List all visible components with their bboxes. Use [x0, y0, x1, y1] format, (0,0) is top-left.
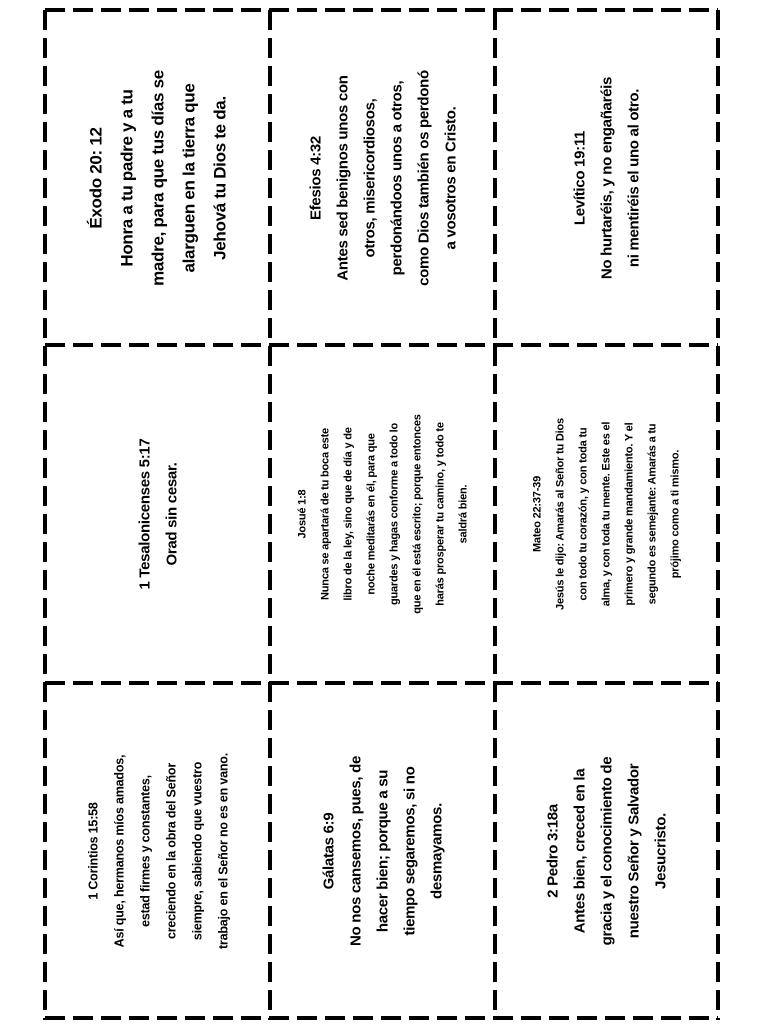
verse-reference: Éxodo 20: 12 — [86, 126, 105, 229]
verse-text-line: siempre, sabiendo que vuestro — [189, 761, 204, 940]
verse-text-line: Jesucristo. — [652, 812, 669, 889]
verse-text-line: primero y grande mandamiento. Y el — [623, 422, 635, 606]
verse-text-line: No nos cansemos, pues, de — [347, 755, 364, 946]
verse-text-line: hacer bien; porque a su — [374, 769, 391, 932]
verse-card-sheet — [45, 10, 718, 1020]
verse-text-line: alarguen en la tierra que — [179, 83, 198, 273]
verse-text-line: Jehová tu Dios te da. — [210, 95, 229, 260]
verse-text-line: creciendo en la obra del Señor — [163, 762, 178, 939]
verse-text-line: perdonándoos unos a otros, — [387, 80, 405, 275]
verse-card — [45, 345, 270, 683]
verse-text-line: desmayamos. — [428, 802, 445, 899]
verse-text-line: que en él está escrito; porque entonces — [410, 414, 423, 614]
verse-card — [45, 10, 270, 345]
verse-card — [270, 345, 495, 683]
verse-card-content — [280, 355, 485, 673]
verse-text-line: Nunca se apartará de tu boca este — [318, 428, 331, 600]
verse-reference: Gálatas 6:9 — [320, 812, 337, 889]
verse-card-content — [280, 20, 485, 335]
verse-text-line: gracia y el conocimiento de — [598, 756, 615, 945]
verse-card-content — [505, 355, 708, 673]
verse-text-line: con todo tu corazón, y con toda tu — [577, 427, 589, 601]
verse-reference: Mateo 22:37-39 — [531, 475, 543, 553]
verse-card — [495, 10, 718, 345]
verse-text-line: como Dios también os perdonó — [414, 69, 432, 286]
verse-card — [270, 10, 495, 345]
verse-text-line: ni mentiréis el uno al otro. — [625, 88, 642, 267]
verse-text-line: Así que, hermanos míos amados, — [111, 754, 126, 947]
verse-reference: 1 Corintios 15:58 — [85, 801, 100, 900]
verse-card-content — [55, 693, 260, 1008]
verse-card-content — [505, 693, 708, 1008]
verse-reference: Josué 1:8 — [295, 489, 308, 539]
verse-card — [495, 345, 718, 683]
verse-text-line: segundo es semejante: Amarás a tu — [646, 423, 658, 605]
verse-text-line: noche meditarás en él, para que — [364, 433, 377, 595]
verse-text-line: Antes bien, creced en la — [571, 768, 588, 933]
verse-text-line: a vosotros en Cristo. — [441, 106, 459, 249]
verse-text-line: Honra a tu padre y a tu — [117, 88, 136, 267]
verse-text-line: otros, misericordiosos, — [360, 98, 378, 257]
verse-text-line: Jesús le dijo: Amarás al Señor tu Dios — [554, 418, 566, 610]
verse-text-line: nuestro Señor y Salvador — [625, 763, 642, 938]
verse-text-line: prójimo como a ti mismo. — [669, 449, 681, 579]
verse-reference: Levítico 19:11 — [571, 130, 588, 225]
verse-card-content — [280, 693, 485, 1008]
verse-card-content — [505, 20, 708, 335]
verse-card — [495, 683, 718, 1018]
verse-text-line: alma, y con toda tu mente. Este es el — [600, 421, 612, 607]
verse-text-line: No hurtaréis, y no engañaréis — [598, 76, 615, 279]
verse-reference: Efesios 4:32 — [306, 135, 324, 220]
verse-text-line: harás prosperar tu camino, y todo te — [433, 422, 446, 606]
verse-reference: 2 Pedro 3:18a — [544, 803, 561, 898]
verse-text-line: saldrá bien. — [456, 484, 469, 544]
verse-card — [270, 683, 495, 1018]
verse-text-line: tiempo segaremos, si no — [401, 766, 418, 935]
verse-text-line: Orad sin cesar. — [162, 462, 180, 566]
verse-card-content — [55, 20, 260, 335]
verse-text-line: Antes sed benignos unos con — [333, 74, 351, 281]
verse-card-content — [55, 355, 260, 673]
verse-text-line: guardes y hagas conforme a todo lo — [387, 422, 400, 606]
verse-card — [45, 683, 270, 1018]
verse-reference: 1 Tesalonicenses 5:17 — [135, 438, 153, 590]
verse-text-line: trabajo en el Señor no es en vano. — [215, 752, 230, 949]
verse-text-line: estad firmes y constantes, — [137, 774, 152, 927]
verse-text-line: madre, para que tus días se — [148, 69, 167, 286]
verse-text-line: libro de la ley, sino que de día y de — [341, 427, 354, 601]
